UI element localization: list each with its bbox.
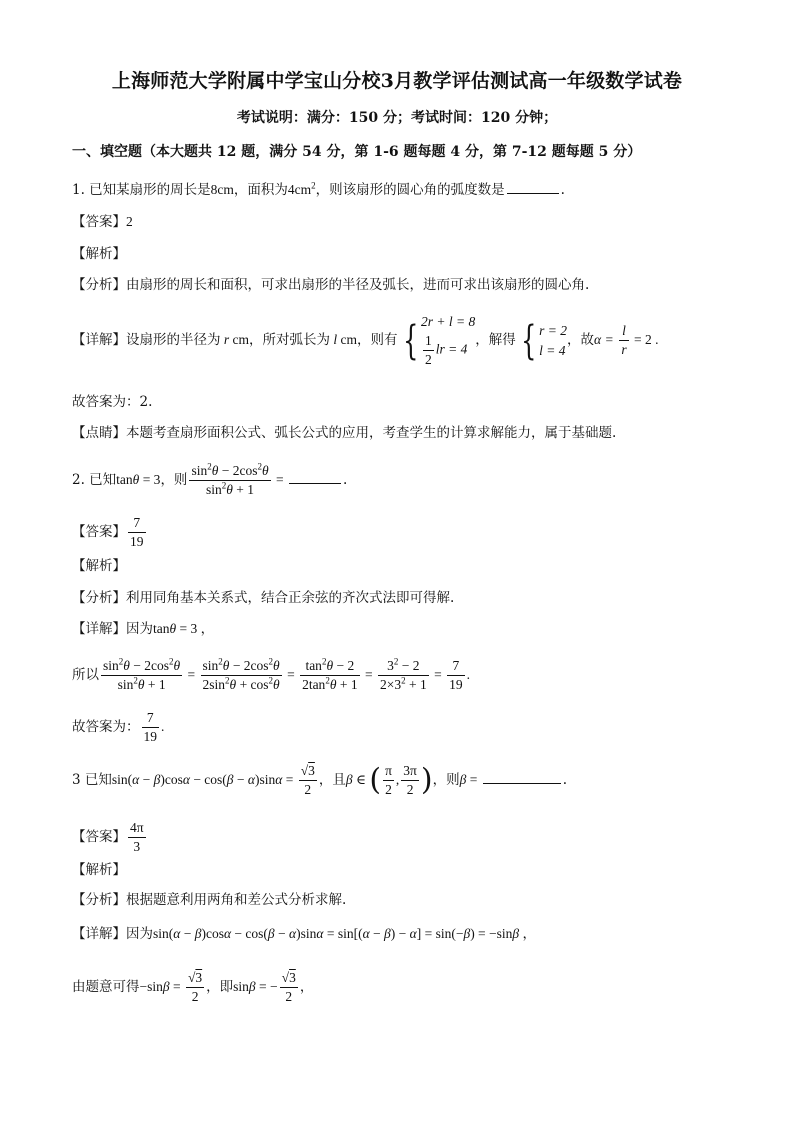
q1-detail-e: ，故: [567, 332, 595, 348]
q2-fenxi: [72, 588, 454, 608]
exam-title: 上海师范大学附属中学宝山分校3月教学评估测试高一年级数学试卷: [111, 70, 683, 92]
question-3: 3 已知sin(α − β)cosα − cos(β − α)sinα = $\frac{√3}{2}$ ，且β ∈ ( $\frac{\pi}{2}$ , $\frac{3\pi}{2}$ )，则β = .: [72, 762, 567, 798]
q1-stem-c: ，则该扇形的圆心角的弧度数是: [315, 182, 505, 198]
q1-stem-a: 1. 已知某扇形的周长是: [72, 182, 211, 198]
q1-sol1: r = 2: [539, 322, 568, 338]
q2-analysis-tag: 【解析】: [72, 558, 126, 574]
q3-stem-end: .: [562, 772, 567, 788]
answer-tag: 【答案】: [72, 524, 126, 540]
q2-conclusion: 故答案为： $\frac{7}{19}$ .: [72, 710, 165, 744]
q1-area: 4cm: [287, 182, 312, 197]
q2-conclusion-text: 故答案为：: [72, 719, 140, 735]
q1-perimeter: 8cm: [210, 182, 234, 197]
q3-fenxi-text: 根据题意利用两角和差公式分析求解.: [126, 892, 347, 908]
q1-eq2: lr = 4: [435, 341, 468, 357]
q2-detail-text: 因为: [126, 621, 153, 637]
q1-analysis-tag: 【解析】: [72, 246, 126, 262]
q1-answer-value: 2: [126, 214, 133, 229]
q1-sol2: l = 4: [539, 342, 566, 358]
answer-tag: 【答案】: [72, 829, 126, 845]
comment-tag: 【点睛】: [72, 425, 126, 441]
q3-from-b: ，即: [206, 979, 234, 995]
q3-from-a: 由题意可得: [72, 979, 140, 995]
q1-answer-blank: [507, 179, 559, 194]
q2-stem-end: .: [342, 472, 348, 488]
q2-stem-a: 2. 已知: [72, 472, 117, 488]
q2-fenxi-text: 利用同角基本关系式，结合正余弦的齐次式法即可得解.: [126, 590, 455, 606]
q3-stem-c: ，则: [432, 772, 460, 788]
q1-stem-b: ，面积为: [233, 182, 288, 198]
section-heading: 一、填空题（本大题共 12 题，满分 54 分，第 1-6 题每题 4 分，第 7-12 题每题 5 分）: [72, 144, 642, 160]
q1-comment-text: 本题考查扇形面积公式、弧长公式的应用，考查学生的计算求解能力，属于基础题.: [126, 425, 617, 441]
q3-answer-blank: [483, 769, 561, 784]
question-2: 2. 已知tanθ = 3，则 $\frac{\sin^2\theta - 2\cos^2\theta}{\sin^2\theta + 1}$ = .: [72, 461, 348, 497]
q2-stem-b: ，则: [160, 472, 188, 488]
q1-detail-d: ，解得: [475, 332, 516, 348]
q2-detail: 【详解】因为tanθ = 3 ，: [72, 621, 215, 637]
q1-eq1: 2r + l = 8: [420, 314, 476, 329]
q1-stem-end: .: [560, 182, 565, 198]
fenxi-tag: 【分析】: [72, 277, 126, 293]
fenxi-tag: 【分析】: [72, 892, 126, 908]
detail-tag: 【详解】: [72, 926, 126, 942]
q1-detail: 【详解】设扇形的半径为 r cm，所对弧长为 l cm，则有 { 2r + l = 8 $\frac{1}{2}$ lr = 4 ，解得 { r = 2 l = 4 ，故α = $\frac{l}{r}$ = 2 .: [72, 314, 659, 367]
q3-detail-text: 因为: [126, 926, 153, 942]
q1-fenxi-text: 由扇形的周长和面积，可求出扇形的半径及弧长，进而可求出该扇形的圆心角.: [126, 277, 590, 293]
exam-instructions: 考试说明：满分：150 分；考试时间：120 分钟；: [236, 110, 558, 126]
q2-answer: 【答案】 $\frac{7}{19}$: [72, 515, 144, 549]
q1-comment: [72, 423, 616, 443]
q3-stem-a: 3 已知: [72, 772, 112, 788]
question-1: 1. 已知某扇形的周长是8cm，面积为$4cm^2$，则该扇形的圆心角的弧度数是 .: [72, 180, 565, 198]
q2-derivation: 所以 $\frac{\sin^2\theta - 2\cos^2\theta}{\sin^2\theta + 1}$ = $\frac{\sin^2\theta - 2\cos^2\theta}{2\sin^2\theta + \cos^2\theta}$ = $\frac{\tan^2\theta - 2}{2\tan^2\theta + 1}$ = $\frac{3^2 - 2}{2\times 3^2 + 1}$ = $\frac{7}{19}$ .: [72, 656, 470, 692]
q3-detail: 【详解】因为sin(α − β)cosα − cos(β − α)sinα = sin[(α − β) − α] = sin(−β) = −sinβ ，: [72, 926, 537, 942]
q3-analysis-tag: 【解析】: [72, 862, 126, 878]
fenxi-tag: 【分析】: [72, 590, 126, 606]
q1-detail-c: ，则有: [357, 332, 398, 348]
q3-derivation: 由题意可得−sinβ = $\frac{√3}{2}$ ，即sinβ = − $\frac{√3}{2}$ ，: [72, 970, 314, 1004]
detail-tag: 【详解】: [72, 621, 126, 637]
q1-detail-a: 设扇形的半径为: [126, 332, 221, 348]
q2-answer-blank: [289, 469, 341, 484]
q1-conclusion: 故答案为：2.: [72, 394, 153, 410]
answer-tag: 【答案】: [72, 214, 126, 230]
q2-so: 所以: [72, 667, 99, 683]
q3-fenxi: [72, 890, 346, 910]
q3-stem-b: ，且: [318, 772, 346, 788]
q1-fenxi: [72, 275, 589, 295]
q1-detail-b: ，所对弧长为: [249, 332, 331, 348]
q1-answer: [72, 212, 133, 232]
q3-answer: 【答案】 $\frac{4\pi}{3}$: [72, 820, 144, 854]
detail-tag: 【详解】: [72, 332, 126, 348]
